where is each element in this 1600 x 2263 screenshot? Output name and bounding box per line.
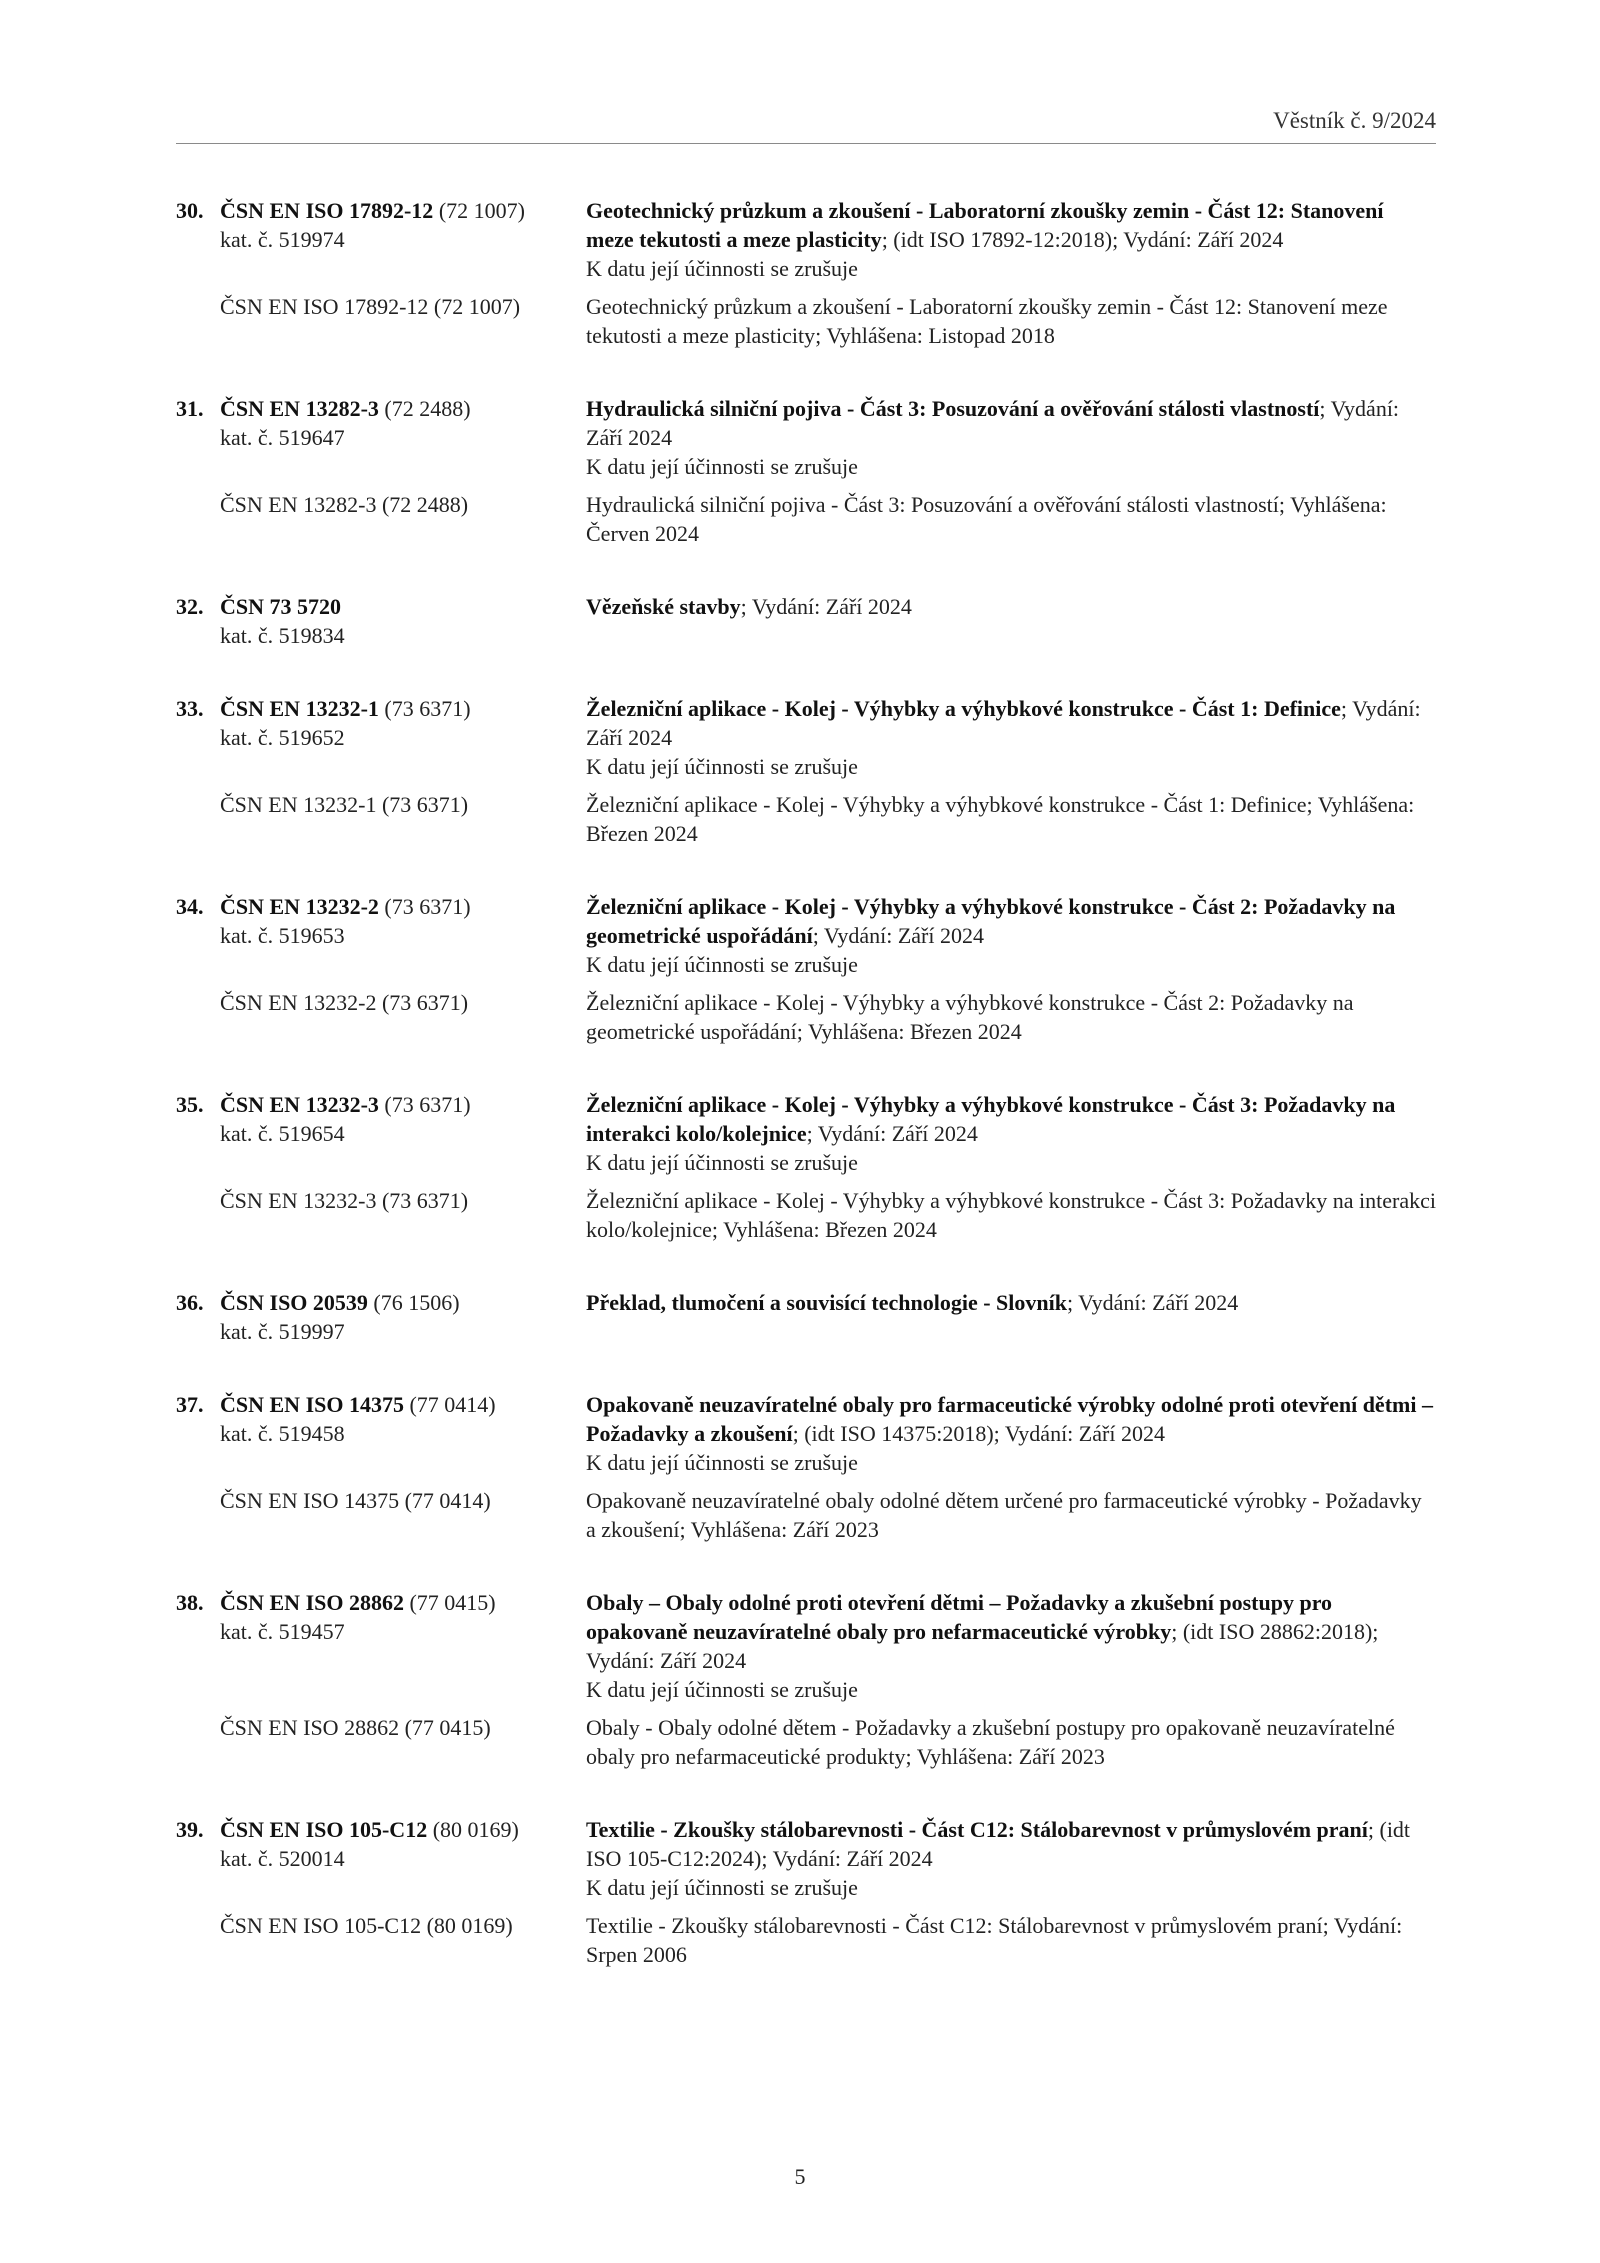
replaced-standard-title: Železniční aplikace - Kolej - Výhybky a výhybkové konstrukce - Část 3: Požadavky na interakci kolo/kolejnice; Vyhlášena: Březen 2024 <box>586 1188 1436 1242</box>
new-standard-row <box>176 1815 1436 1902</box>
standard-description <box>586 592 1436 650</box>
standard-id-block <box>176 1588 586 1704</box>
standard-entry <box>176 592 1436 650</box>
new-standard-row <box>176 1588 1436 1704</box>
standard-title: Překlad, tlumočení a souvisící technologie - Slovník <box>586 1290 1067 1315</box>
cancellation-note: K datu její účinnosti se zrušuje <box>586 256 858 281</box>
classification-code: (77 0415) <box>403 1590 496 1615</box>
replaced-standard-row <box>176 1186 1436 1244</box>
cancellation-note: K datu její účinnosti se zrušuje <box>586 1677 858 1702</box>
standard-description <box>586 1390 1436 1477</box>
replaced-standard-row <box>176 490 1436 548</box>
replaced-standard-row <box>176 1911 1436 1969</box>
replaced-standard-title: Obaly - Obaly odolné dětem - Požadavky a zkušební postupy pro opakovaně neuzavíratelné obaly pro nefarmaceutické produkty; Vyhlášena: Září 2023 <box>586 1715 1395 1769</box>
standard-entry <box>176 1288 1436 1346</box>
standard-title: Opakovaně neuzavíratelné obaly pro farmaceutické výrobky odolné proti otevření dětmi – Požadavky a zkoušení <box>586 1392 1433 1446</box>
standard-entry <box>176 1588 1436 1771</box>
standard-code: ČSN 73 5720 <box>220 594 342 619</box>
standard-description <box>586 694 1436 781</box>
replaced-standard-title: Geotechnický průzkum a zkoušení - Laboratorní zkoušky zemin - Část 12: Stanovení meze tekutosti a meze plasticity; Vyhlášena: Listopad 2018 <box>586 294 1388 348</box>
standard-id-block <box>176 1390 586 1477</box>
replaced-standard-title: Železniční aplikace - Kolej - Výhybky a výhybkové konstrukce - Část 1: Definice; Vyhlášena: Březen 2024 <box>586 792 1415 846</box>
entry-number: 33. <box>176 696 204 721</box>
replaced-standard-code: ČSN EN ISO 17892-12 (72 1007) <box>220 294 521 319</box>
standard-entry <box>176 892 1436 1046</box>
replaced-standard-id <box>176 490 586 548</box>
standard-details: ; (idt ISO 17892-12:2018); Vydání: Září 2024 <box>881 227 1284 252</box>
classification-code: (73 6371) <box>378 696 471 721</box>
standard-details: ; Vydání: Září 2024 <box>812 923 984 948</box>
standard-code: ČSN EN ISO 14375 <box>220 1392 404 1417</box>
replaced-standard-code: ČSN EN 13232-2 (73 6371) <box>220 990 469 1015</box>
replaced-standard-code: ČSN EN ISO 28862 (77 0415) <box>220 1715 491 1740</box>
new-standard-row <box>176 1090 1436 1177</box>
replaced-standard-code: ČSN EN ISO 105-C12 (80 0169) <box>220 1913 513 1938</box>
standard-title: Textilie - Zkoušky stálobarevnosti - Část C12: Stálobarevnost v průmyslovém praní <box>586 1817 1368 1842</box>
replaced-standard-title: Opakovaně neuzavíratelné obaly odolné dětem určené pro farmaceutické výrobky - Požadavky a zkoušení; Vyhlášena: Září 2023 <box>586 1488 1422 1542</box>
standard-entry <box>176 394 1436 548</box>
new-standard-row <box>176 394 1436 481</box>
new-standard-row <box>176 694 1436 781</box>
standard-code: ČSN EN 13232-2 <box>220 894 379 919</box>
entry-number: 34. <box>176 894 204 919</box>
standard-entry <box>176 196 1436 350</box>
entry-number: 39. <box>176 1817 204 1842</box>
standard-details: ; Vydání: Září 2024 <box>740 594 912 619</box>
classification-code: (80 0169) <box>427 1817 519 1842</box>
standard-description <box>586 892 1436 979</box>
standard-code: ČSN EN ISO 17892-12 <box>220 198 434 223</box>
classification-code: (72 2488) <box>378 396 471 421</box>
replaced-standard-code: ČSN EN 13232-1 (73 6371) <box>220 792 469 817</box>
replaced-standard-title: Textilie - Zkoušky stálobarevnosti - Část C12: Stálobarevnost v průmyslovém praní; Vydání: Srpen 2006 <box>586 1913 1403 1967</box>
entry-number: 38. <box>176 1590 204 1615</box>
standard-code: ČSN EN ISO 105-C12 <box>220 1817 428 1842</box>
standard-details: ; (idt ISO 105-C12:2024); Vydání: Září 2024 <box>586 1817 1411 1871</box>
classification-code: (77 0414) <box>403 1392 496 1417</box>
catalog-number: kat. č. 519458 <box>220 1421 345 1446</box>
entry-number: 36. <box>176 1290 204 1315</box>
replaced-standard-row <box>176 292 1436 350</box>
replaced-standard-id <box>176 1911 586 1969</box>
replaced-standard-id <box>176 1186 586 1244</box>
standard-description <box>586 1815 1436 1902</box>
replaced-standard-row <box>176 790 1436 848</box>
standard-id-block <box>176 1090 586 1177</box>
catalog-number: kat. č. 519653 <box>220 923 345 948</box>
standard-id-block <box>176 1815 586 1902</box>
new-standard-row <box>176 892 1436 979</box>
standard-code: ČSN ISO 20539 <box>220 1290 368 1315</box>
catalog-number: kat. č. 519974 <box>220 227 345 252</box>
replaced-standard-id <box>176 790 586 848</box>
replaced-standard-id <box>176 1486 586 1544</box>
classification-code: (72 1007) <box>433 198 525 223</box>
standard-details: ; Vydání: Září 2024 <box>1066 1290 1239 1315</box>
cancellation-note: K datu její účinnosti se zrušuje <box>586 754 858 779</box>
new-standard-row <box>176 1390 1436 1477</box>
entry-number: 35. <box>176 1092 204 1117</box>
cancellation-note: K datu její účinnosti se zrušuje <box>586 1450 858 1475</box>
replaced-standard-row <box>176 1486 1436 1544</box>
standard-description <box>586 394 1436 481</box>
standard-details: ; (idt ISO 28862:2018); Vydání: Září 2024 <box>586 1619 1379 1673</box>
standard-details: ; Vydání: Září 2024 <box>586 396 1400 450</box>
classification-code: (73 6371) <box>378 894 471 919</box>
replaced-standard-code: ČSN EN 13282-3 (72 2488) <box>220 492 469 517</box>
standard-id-block <box>176 1288 586 1346</box>
standard-id-block <box>176 592 586 650</box>
classification-code: (73 6371) <box>378 1092 471 1117</box>
catalog-number: kat. č. 519834 <box>220 623 345 648</box>
standard-details: ; Vydání: Září 2024 <box>806 1121 978 1146</box>
entry-number: 30. <box>176 198 204 223</box>
standard-title: Vězeňské stavby <box>586 594 741 619</box>
standard-description <box>586 1288 1436 1346</box>
standard-code: ČSN EN 13282-3 <box>220 396 379 421</box>
standard-details: ; (idt ISO 14375:2018); Vydání: Září 2024 <box>792 1421 1165 1446</box>
catalog-number: kat. č. 519457 <box>220 1619 345 1644</box>
standards-list <box>176 196 1436 2013</box>
classification-code: (76 1506) <box>367 1290 460 1315</box>
standard-id-block <box>176 892 586 979</box>
cancellation-note: K datu její účinnosti se zrušuje <box>586 1875 858 1900</box>
replaced-standard-id <box>176 1713 586 1771</box>
standard-id-block <box>176 694 586 781</box>
standard-title: Obaly – Obaly odolné proti otevření dětmi – Požadavky a zkušební postupy pro opakovaně neuzavíratelné obaly pro nefarmaceutické výrobky <box>586 1590 1333 1644</box>
cancellation-note: K datu její účinnosti se zrušuje <box>586 454 858 479</box>
standard-title: Železniční aplikace - Kolej - Výhybky a výhybkové konstrukce - Část 3: Požadavky na interakci kolo/kolejnice <box>586 1092 1396 1146</box>
replaced-standard-id <box>176 292 586 350</box>
cancellation-note: K datu její účinnosti se zrušuje <box>586 1150 858 1175</box>
standard-entry <box>176 1815 1436 1969</box>
replaced-standard-id <box>176 988 586 1046</box>
standard-details: ; Vydání: Září 2024 <box>586 696 1421 750</box>
replaced-standard-title: Železniční aplikace - Kolej - Výhybky a výhybkové konstrukce - Část 2: Požadavky na geometrické uspořádání; Vyhlášena: Březen 2024 <box>586 990 1354 1044</box>
standard-entry <box>176 1390 1436 1544</box>
entry-number: 31. <box>176 396 204 421</box>
standard-entry <box>176 1090 1436 1244</box>
entry-number: 32. <box>176 594 204 619</box>
standard-code: ČSN EN ISO 28862 <box>220 1590 404 1615</box>
entry-number: 37. <box>176 1392 204 1417</box>
standard-entry <box>176 694 1436 848</box>
standard-id-block <box>176 196 586 283</box>
catalog-number: kat. č. 520014 <box>220 1846 345 1871</box>
page-number: 5 <box>794 2164 806 2189</box>
standard-title: Geotechnický průzkum a zkoušení - Laboratorní zkoušky zemin - Část 12: Stanovení meze tekutosti a meze plasticity <box>586 198 1384 252</box>
bulletin-title: Věstník č. 9/2024 <box>1273 108 1436 133</box>
standard-title: Železniční aplikace - Kolej - Výhybky a výhybkové konstrukce - Část 1: Definice <box>586 696 1341 721</box>
standard-code: ČSN EN 13232-1 <box>220 696 379 721</box>
cancellation-note: K datu její účinnosti se zrušuje <box>586 952 858 977</box>
standard-title: Hydraulická silniční pojiva - Část 3: Posuzování a ověřování stálosti vlastností <box>586 396 1320 421</box>
replaced-standard-code: ČSN EN 13232-3 (73 6371) <box>220 1188 469 1213</box>
catalog-number: kat. č. 519997 <box>220 1319 345 1344</box>
new-standard-row <box>176 592 1436 650</box>
replaced-standard-row <box>176 1713 1436 1771</box>
replaced-standard-row <box>176 988 1436 1046</box>
new-standard-row <box>176 196 1436 283</box>
new-standard-row <box>176 1288 1436 1346</box>
standard-code: ČSN EN 13232-3 <box>220 1092 379 1117</box>
catalog-number: kat. č. 519652 <box>220 725 345 750</box>
bulletin-header <box>176 108 1436 144</box>
catalog-number: kat. č. 519647 <box>220 425 345 450</box>
standard-description <box>586 1588 1436 1704</box>
standard-description <box>586 1090 1436 1177</box>
standard-title: Železniční aplikace - Kolej - Výhybky a výhybkové konstrukce - Část 2: Požadavky na geometrické uspořádání <box>586 894 1396 948</box>
standard-id-block <box>176 394 586 481</box>
catalog-number: kat. č. 519654 <box>220 1121 345 1146</box>
replaced-standard-title: Hydraulická silniční pojiva - Část 3: Posuzování a ověřování stálosti vlastností; Vyhlášena: Červen 2024 <box>586 492 1387 546</box>
standard-description <box>586 196 1436 283</box>
replaced-standard-code: ČSN EN ISO 14375 (77 0414) <box>220 1488 491 1513</box>
